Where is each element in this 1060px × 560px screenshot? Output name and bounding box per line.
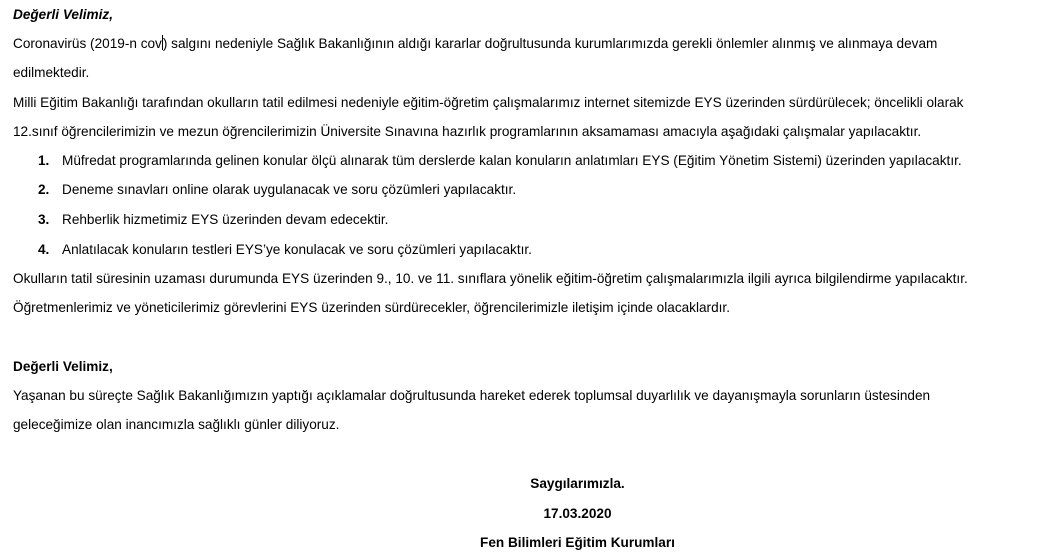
- list-item: [38, 241, 532, 259]
- list-item-text: Anlatılacak konuların testleri EYS’ye konulacak ve soru çözümleri yapılacaktır.: [62, 242, 532, 257]
- paragraph-4: Öğretmenlerimiz ve yöneticilerimiz görevlerini EYS üzerinden sürdürecekler, öğrencilerimizle iletişim içinde olacaklardır.: [13, 300, 730, 315]
- list-item-number: 4.: [38, 242, 50, 257]
- closing-text: Saygılarımızla.: [530, 476, 625, 491]
- paragraph-1-line-1: [13, 35, 937, 53]
- list-item-text: Rehberlik hizmetimiz EYS üzerinden devam edecektir.: [62, 212, 389, 227]
- paragraph-5-line-2: geleceğimize olan inancımızla sağlıklı günler diliyoruz.: [13, 417, 340, 432]
- signature: Fen Bilimleri Eğitim Kurumları: [480, 535, 675, 550]
- paragraph-2-line-1: Milli Eğitim Bakanlığı tarafından okulların tatil edilmesi nedeniyle eğitim-öğretim çalışmalarımız internet sitemizde EYS üzerinden sürdürülecek; öncelikli olarak: [13, 95, 964, 110]
- list-item: [38, 152, 962, 170]
- list-item-number: 3.: [38, 212, 50, 227]
- list-item: [38, 211, 388, 229]
- paragraph-1-line-2: edilmektedir.: [13, 65, 90, 80]
- paragraph-1-line-1-a: Coronavirüs (2019-n cov: [13, 36, 162, 51]
- list-item: [38, 181, 516, 199]
- greeting-heading-2: Değerli Velimiz,: [13, 359, 113, 374]
- paragraph-1-line-1-b: ) salgını nedeniyle Sağlık Bakanlığının aldığı kararlar doğrultusunda kurumlarımızda gerekli önlemler alınmış ve alınmaya devam: [162, 36, 938, 51]
- greeting-heading-1: Değerli Velimiz,: [13, 7, 113, 22]
- paragraph-2-line-2: 12.sınıf öğrencilerimizin ve mezun öğrencilerimizin Üniversite Sınavına hazırlık programlarının aksamaması amacıyla aşağıdaki çalışmalar yapılacaktır.: [13, 124, 922, 139]
- paragraph-5-line-1: Yaşanan bu süreçte Sağlık Bakanlığımızın yaptığı açıklamalar doğrultusunda hareket ederek toplumsal duyarlılık ve dayanışmayla sorunların üstesinden: [13, 388, 931, 403]
- list-item-text: Deneme sınavları online olarak uygulanacak ve soru çözümleri yapılacaktır.: [62, 182, 517, 197]
- list-item-number: 2.: [38, 182, 50, 197]
- list-item-text: Müfredat programlarında gelinen konular ölçü alınarak tüm derslerde kalan konuların anlatımları EYS (Eğitim Yönetim Sistemi) üzerinden yapılacaktır.: [62, 153, 962, 168]
- list-item-number: 1.: [38, 153, 50, 168]
- paragraph-3: Okulların tatil süresinin uzaması durumunda EYS üzerinden 9., 10. ve 11. sınıflara yönelik eğitim-öğretim çalışmalarımızla ilgili ayrıca bilgilendirme yapılacaktır.: [13, 271, 968, 286]
- letter-date: 17.03.2020: [543, 506, 612, 521]
